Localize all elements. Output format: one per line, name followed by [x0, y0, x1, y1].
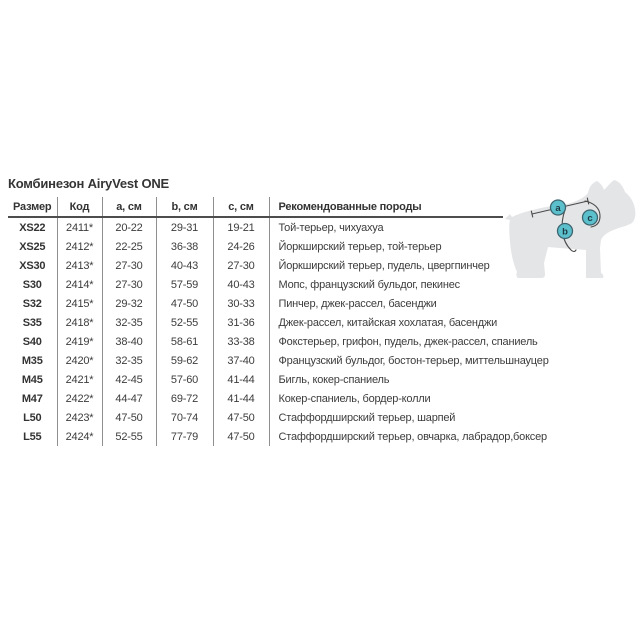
header-a-cm: a, см [102, 197, 156, 217]
cell-code: 2413* [57, 256, 102, 275]
cell-b: 57-59 [156, 275, 213, 294]
cell-breeds: Кокер-спаниель, бордер-колли [278, 392, 431, 405]
cell-code: 2418* [57, 313, 102, 332]
header-breeds: Рекомендованные породы [269, 197, 503, 217]
cell-size: L50 [8, 408, 57, 427]
cell-breeds: Той-терьер, чихуахуа [278, 221, 384, 234]
cell-size: M35 [8, 351, 57, 370]
cell-code: 2424* [57, 427, 102, 446]
cell-c: 41-44 [213, 370, 269, 389]
cell-breeds: Джек-рассел, китайская хохлатая, басенджи [278, 316, 498, 329]
table-row [8, 370, 503, 389]
cell-size: S30 [8, 275, 57, 294]
size-table-body [8, 217, 549, 446]
cell-breeds: Стаффордширский терьер, шарпей [278, 411, 456, 424]
cell-size: S40 [8, 332, 57, 351]
cell-code: 2421* [57, 370, 102, 389]
cell-b: 69-72 [156, 389, 213, 408]
cell-c: 30-33 [213, 294, 269, 313]
size-table [8, 197, 549, 446]
cell-a: 32-35 [102, 313, 156, 332]
table-row [8, 408, 503, 427]
cell-b: 36-38 [156, 237, 213, 256]
cell-b: 77-79 [156, 427, 213, 446]
cell-breeds: Йоркширский терьер, пудель, цвергпинчер [278, 259, 490, 272]
table-row [8, 313, 503, 332]
cell-b: 58-61 [156, 332, 213, 351]
table-row [8, 332, 503, 351]
cell-breeds: Фокстерьер, грифон, пудель, джек-рассел, спаниель [278, 335, 538, 348]
cell-code: 2414* [57, 275, 102, 294]
cell-a: 27-30 [102, 275, 156, 294]
cell-a: 20-22 [102, 217, 156, 237]
cell-c: 47-50 [213, 427, 269, 446]
cell-b: 47-50 [156, 294, 213, 313]
table-row [8, 294, 503, 313]
table-row [8, 427, 503, 446]
cell-a: 27-30 [102, 256, 156, 275]
cell-breeds: Мопс, французский бульдог, пекинес [278, 278, 460, 291]
cell-c: 41-44 [213, 389, 269, 408]
cell-a: 22-25 [102, 237, 156, 256]
cell-breeds: Французский бульдог, бостон-терьер, миттельшнауцер [278, 354, 549, 367]
header-size: Размер [8, 197, 57, 217]
header-c-cm: c, см [213, 197, 269, 217]
cell-c: 47-50 [213, 408, 269, 427]
cell-b: 29-31 [156, 217, 213, 237]
cell-a: 38-40 [102, 332, 156, 351]
cell-breeds: Стаффордширский терьер, овчарка, лабрадор,боксер [278, 430, 547, 443]
cell-c: 33-38 [213, 332, 269, 351]
cell-b: 52-55 [156, 313, 213, 332]
table-row [8, 389, 503, 408]
cell-a: 52-55 [102, 427, 156, 446]
cell-c: 27-30 [213, 256, 269, 275]
cell-b: 70-74 [156, 408, 213, 427]
table-row [8, 351, 503, 370]
cell-breeds: Бигль, кокер-спаниель [278, 373, 390, 386]
marker-c-label: c [587, 213, 593, 224]
cell-a: 29-32 [102, 294, 156, 313]
cell-size: S32 [8, 294, 57, 313]
cell-b: 59-62 [156, 351, 213, 370]
cell-size: XS22 [8, 217, 57, 237]
cell-size: M45 [8, 370, 57, 389]
table-row [8, 256, 503, 275]
table-row [8, 217, 503, 237]
header-code: Код [57, 197, 102, 217]
marker-b-label: b [562, 226, 568, 238]
cell-c: 24-26 [213, 237, 269, 256]
cell-code: 2420* [57, 351, 102, 370]
cell-b: 40-43 [156, 256, 213, 275]
cell-c: 40-43 [213, 275, 269, 294]
cell-size: XS25 [8, 237, 57, 256]
table-row [8, 275, 503, 294]
cell-code: 2423* [57, 408, 102, 427]
marker-a-label: a [555, 203, 561, 214]
cell-size: XS30 [8, 256, 57, 275]
cell-code: 2422* [57, 389, 102, 408]
cell-size: S35 [8, 313, 57, 332]
cell-size: L55 [8, 427, 57, 446]
cell-breeds: Йоркширский терьер, той-терьер [278, 240, 442, 253]
cell-c: 31-36 [213, 313, 269, 332]
cell-code: 2419* [57, 332, 102, 351]
header-b-cm: b, см [156, 197, 213, 217]
table-header-row [8, 197, 503, 217]
cell-size: M47 [8, 389, 57, 408]
cell-breeds: Пинчер, джек-рассел, басенджи [278, 297, 437, 310]
cell-a: 47-50 [102, 408, 156, 427]
cell-code: 2411* [57, 217, 102, 237]
cell-b: 57-60 [156, 370, 213, 389]
cell-a: 32-35 [102, 351, 156, 370]
product-title: Комбинезон AiryVest ONE [8, 176, 170, 191]
cell-a: 44-47 [102, 389, 156, 408]
cell-c: 37-40 [213, 351, 269, 370]
cell-c: 19-21 [213, 217, 269, 237]
table-row [8, 237, 503, 256]
cell-code: 2415* [57, 294, 102, 313]
cell-code: 2412* [57, 237, 102, 256]
measurement-diagram [498, 170, 640, 292]
cell-a: 42-45 [102, 370, 156, 389]
